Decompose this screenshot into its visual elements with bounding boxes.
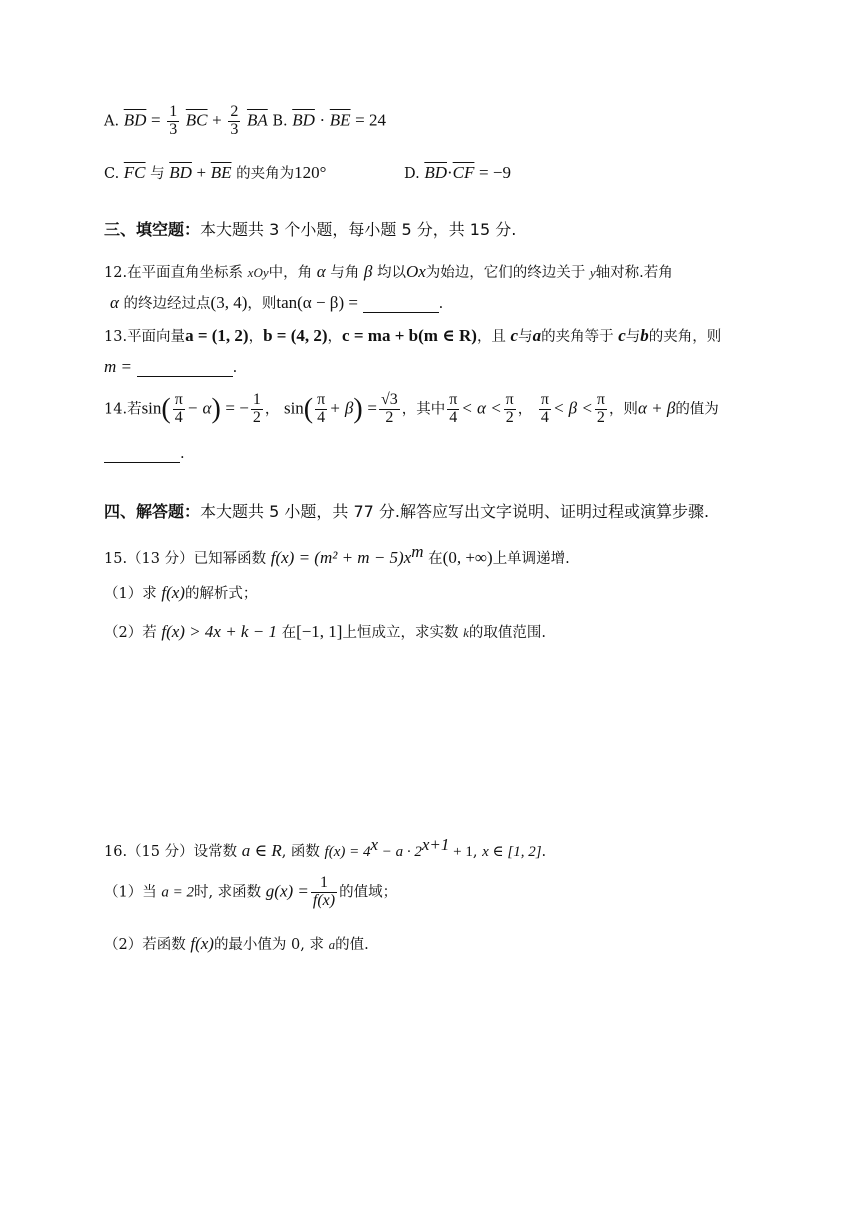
option-c-label: C. — [104, 166, 120, 182]
q15-part1: （1）求 f(x)的解析式； — [104, 583, 258, 602]
q15-part2: （2）若 f(x) > 4x + k − 1 在[−1, 1]上恒成立，求实数 k的取值范围. — [104, 622, 546, 641]
section-3-heading: 三、填空题：本大题共 3 个小题，每小题 5 分，共 15 分. — [104, 220, 517, 239]
q16-stem: 16.（15 分）设常数 a ∈ R, 函数 $f(x) = 4^x - a \cdot 2^{x+1} + 1$, x ∈ [1, 2]. — [104, 835, 547, 860]
q13-line1: 13.平面向量a = (1, 2)，b = (4, 2)，c = ma + b(m ∈ R)，且 c与a的夹角等于 c与b的夹角，则 — [104, 326, 722, 345]
q14-answer-blank[interactable] — [104, 462, 180, 463]
q13-answer-blank[interactable] — [137, 376, 233, 377]
q13-line2: m = . — [104, 357, 238, 376]
option-b-label: B. — [272, 113, 288, 130]
option-a-label: A. — [104, 113, 120, 130]
fraction-two-thirds: $\frac{2}{3}$ — [230, 103, 239, 138]
q11-option-c: C. $\overline{FC}$ 与 $\overline{BD} + \overline{BE}$ 的夹角为120° — [104, 163, 327, 182]
vector-bc: $\overline{BC}$ — [185, 110, 208, 130]
option-d-label: D. — [404, 166, 420, 182]
q14-line1: 14.若sin( $\frac{\pi}{4}$ − α) = − $\frac{1}{2}$ ， sin( $\frac{\pi}{4}$ + β) = $\frac{√3}{2}$ ，其中 $\frac{\pi}{4}$ < α < $\frac{\pi}{2}$ ， $\frac{\pi}{4}$ < β < $\frac{\pi}{2}$ ，则α + β的值为 — [104, 391, 719, 426]
section-4-heading: 四、解答题：本大题共 5 小题，共 77 分.解答应写出文字说明、证明过程或演算步骤. — [104, 502, 710, 521]
fraction-one-third: $\frac{1}{3}$ — [169, 103, 178, 138]
vector-bd: $\overline{BD}$ — [123, 110, 147, 130]
q12-line1: 12.在平面直角坐标系 xOy中，角 α 与角 β 均以Ox为始边，它们的终边关于 y轴对称.若角 — [104, 262, 673, 281]
q16-part2: （2）若函数 f(x)的最小值为 0, 求 a的值. — [104, 934, 369, 953]
q12-line2: α 的终边经过点(3, 4)，则tan(α − β) = . — [110, 293, 444, 312]
q11-option-d: D. $\overline{BD}\cdot\overline{CF} = -9$ — [404, 163, 511, 182]
q15-stem: 15.（13 分）已知幂函数 $f(x) = (m^2 + m - 5)x^m$ 在(0, +∞)上单调递增. — [104, 542, 570, 567]
q14-line2: . — [104, 446, 185, 463]
q11-options-ab: A. $\overline{BD}$ = $\frac{1}{3}$ $\overline{BC}$ + $\frac{2}{3}$ $\overline{BA}$ B. $\overline{BD} \cdot \overline{BE} = 24$ — [104, 103, 387, 138]
q16-part1: （1）当 a = 2时, 求函数 g(x) = $\frac{1}{f(x)}$ 的值域； — [104, 874, 398, 909]
vector-ba: $\overline{BA}$ — [246, 110, 268, 130]
q12-answer-blank[interactable] — [363, 312, 439, 313]
